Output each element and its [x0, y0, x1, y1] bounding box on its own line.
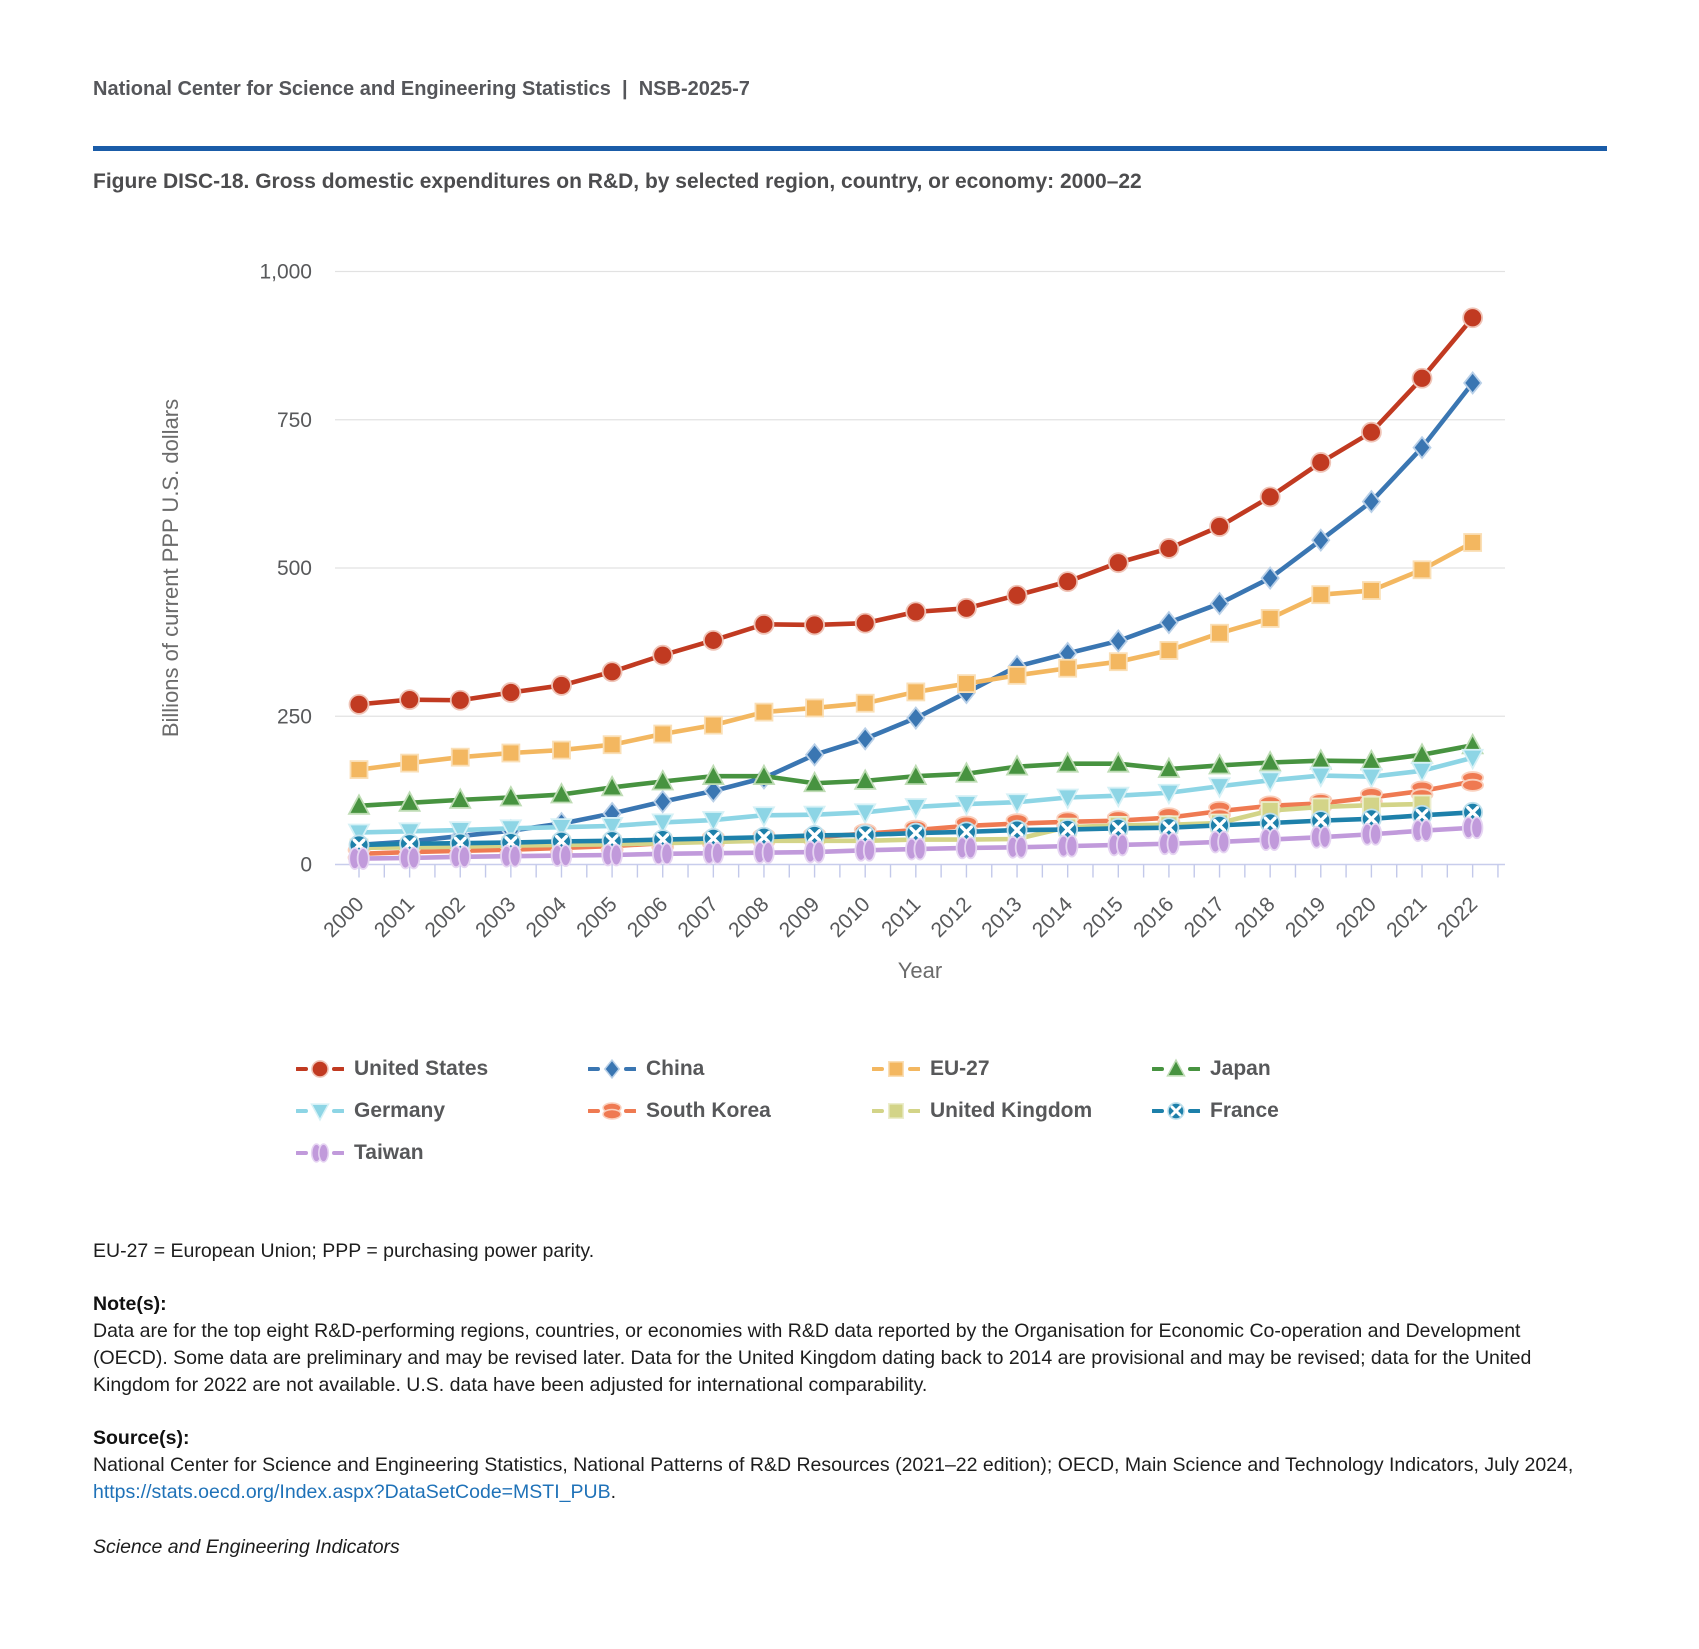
- legend-item-china: [588, 1056, 872, 1082]
- y-tick-label: 1,000: [259, 260, 312, 284]
- x-tick-label: 2012: [926, 892, 976, 943]
- data-point-marker: [451, 691, 470, 710]
- legend-item-eu-27: [872, 1056, 1152, 1082]
- series-eu-27: [351, 534, 1482, 778]
- source-body: [93, 1452, 1589, 1506]
- data-point-marker: [1109, 553, 1128, 572]
- data-point-marker: [603, 662, 622, 681]
- data-point-marker: [1160, 612, 1177, 633]
- data-point-marker: [319, 1144, 329, 1162]
- data-point-marker: [889, 1062, 903, 1076]
- data-point-marker: [611, 845, 622, 866]
- data-point-marker: [1066, 836, 1077, 857]
- data-point-marker: [1462, 780, 1483, 791]
- x-tick-label: 2008: [724, 892, 774, 943]
- data-point-marker: [1058, 572, 1077, 591]
- legend-marker-germany: [296, 1099, 344, 1123]
- x-tick-label: 2016: [1129, 892, 1179, 943]
- x-axis-title: Year: [897, 958, 943, 983]
- data-point-marker: [958, 675, 975, 692]
- line-united-states: [359, 318, 1473, 705]
- line-eu-27: [359, 543, 1473, 770]
- legend-marker-china: [588, 1057, 636, 1081]
- data-point-marker: [914, 839, 925, 860]
- data-point-marker: [1414, 561, 1431, 578]
- data-point-marker: [1413, 369, 1432, 388]
- legend-label: France: [1210, 1099, 1279, 1122]
- data-point-marker: [350, 695, 369, 714]
- legend-label: United States: [354, 1057, 489, 1080]
- data-point-marker: [1312, 586, 1329, 603]
- x-tick-label: 2014: [1027, 892, 1078, 943]
- x-tick-label: 2000: [319, 892, 369, 943]
- data-point-marker: [1218, 831, 1229, 852]
- legend-label: South Korea: [646, 1099, 771, 1122]
- data-point-marker: [1370, 824, 1381, 845]
- legend-label: China: [646, 1057, 705, 1080]
- legend-marker-france: [1152, 1099, 1200, 1123]
- data-point-marker: [358, 848, 369, 869]
- data-point-marker: [1110, 630, 1127, 651]
- data-point-marker: [312, 1104, 329, 1120]
- figure-title: Figure DISC-18. Gross domestic expenditures on R&D, by selected region, country, or economy: 2000–22: [93, 170, 1142, 193]
- data-point-marker: [1311, 453, 1330, 472]
- data-point-marker: [1117, 834, 1128, 855]
- data-point-marker: [754, 615, 773, 634]
- data-point-marker: [1363, 582, 1380, 599]
- data-point-marker: [806, 699, 823, 716]
- data-point-marker: [1269, 829, 1280, 850]
- x-tick-label: 2015: [1078, 892, 1128, 943]
- x-tick-label: 2011: [877, 892, 926, 941]
- x-tick-label: 2003: [471, 892, 521, 943]
- data-point-marker: [1262, 610, 1279, 627]
- data-point-marker: [452, 749, 469, 766]
- legend-item-japan: [1152, 1056, 1699, 1082]
- data-point-marker: [560, 845, 571, 866]
- legend-label: Taiwan: [354, 1141, 424, 1164]
- legend-label: EU-27: [930, 1057, 990, 1080]
- data-point-marker: [501, 683, 520, 702]
- x-tick-label: 2017: [1179, 892, 1230, 943]
- y-tick-label: 0: [300, 853, 312, 877]
- chart-legend: [0, 1056, 1699, 1166]
- x-tick-label: 2005: [572, 892, 622, 943]
- legend-marker-eu-27: [872, 1057, 920, 1081]
- x-tick-label: 2002: [420, 892, 470, 943]
- x-tick-label: 2022: [1432, 892, 1483, 943]
- data-point-marker: [1168, 1060, 1185, 1076]
- data-point-marker: [1261, 487, 1280, 506]
- x-tick-label: 2007: [673, 892, 723, 943]
- data-point-marker: [857, 695, 874, 712]
- data-point-marker: [1464, 534, 1481, 551]
- data-point-marker: [712, 843, 723, 864]
- data-point-marker: [806, 744, 823, 765]
- data-point-marker: [907, 683, 924, 700]
- data-point-marker: [1110, 653, 1127, 670]
- source-period: .: [610, 1481, 616, 1503]
- data-point-marker: [1211, 593, 1228, 614]
- data-point-marker: [755, 704, 772, 721]
- data-point-marker: [1210, 517, 1229, 536]
- data-point-marker: [1016, 837, 1027, 858]
- data-point-marker: [857, 728, 874, 749]
- legend-label: United Kingdom: [930, 1099, 1093, 1122]
- data-point-marker: [312, 1061, 328, 1077]
- x-tick-label: 2021: [1382, 892, 1432, 943]
- data-point-marker: [351, 761, 368, 778]
- data-point-marker: [957, 599, 976, 618]
- x-tick-label: 2009: [774, 892, 825, 943]
- legend-label: Germany: [354, 1099, 446, 1122]
- legend-item-france: [1152, 1098, 1699, 1124]
- data-point-marker: [1059, 660, 1076, 677]
- data-point-marker: [705, 717, 722, 734]
- data-point-marker: [1168, 833, 1179, 854]
- legend-marker-united-states: [296, 1057, 344, 1081]
- source-text: National Center for Science and Engineering Statistics, National Patterns of R&D Resources (2021–22 edition); OECD, Main Science and Technology Indicators, July 2024,: [93, 1454, 1574, 1476]
- data-point-marker: [813, 842, 824, 863]
- data-point-marker: [1160, 642, 1177, 659]
- data-point-marker: [401, 755, 418, 772]
- data-point-marker: [965, 837, 976, 858]
- notes-body: Data are for the top eight R&D-performing regions, countries, or economies with R&D data reported by the Organisation for Economic Co-operation and Development (OECD). Some data are preliminary and may be revised later. Data for the United Kingdom dating back to 2014 are provisional and may be revised; data for the United Kingdom for 2022 are not available. U.S. data have been adjusted for international comparability.: [93, 1320, 1532, 1396]
- x-tick-label: 2001: [369, 892, 420, 943]
- data-point-marker: [400, 690, 419, 709]
- legend-marker-south-korea: [588, 1099, 636, 1123]
- data-point-marker: [509, 846, 520, 867]
- x-tick-label: 2018: [1230, 892, 1280, 943]
- data-point-marker: [856, 614, 875, 633]
- legend-label: Japan: [1210, 1057, 1271, 1080]
- data-point-marker: [906, 602, 925, 621]
- data-point-marker: [605, 1060, 619, 1078]
- x-tick-label: 2010: [825, 892, 875, 943]
- data-point-marker: [704, 631, 723, 650]
- abbreviation-note: EU-27 = European Union; PPP = purchasing power parity.: [93, 1240, 595, 1262]
- x-tick-label: 2019: [1281, 892, 1331, 943]
- notes-label: Note(s):: [93, 1293, 167, 1315]
- data-point-marker: [1362, 423, 1381, 442]
- legend-item-taiwan: [296, 1140, 588, 1166]
- data-point-marker: [408, 847, 419, 868]
- data-point-marker: [907, 708, 924, 729]
- sources-label: Source(s):: [93, 1427, 190, 1449]
- data-point-marker: [1008, 586, 1027, 605]
- legend-marker-taiwan: [296, 1141, 344, 1165]
- data-point-marker: [552, 676, 571, 695]
- data-point-marker: [603, 1109, 621, 1119]
- y-tick-label: 500: [276, 557, 312, 580]
- data-point-marker: [653, 646, 672, 665]
- y-tick-label: 250: [276, 705, 312, 729]
- data-point-marker: [763, 842, 774, 863]
- data-point-marker: [889, 1104, 903, 1118]
- legend-item-south-korea: [588, 1098, 872, 1124]
- data-point-marker: [864, 840, 875, 861]
- series-united-states: [350, 308, 1483, 714]
- legend-item-united-states: [296, 1056, 588, 1082]
- legend-item-united-kingdom: [872, 1098, 1152, 1124]
- x-tick-label: 2004: [521, 892, 572, 943]
- legend-item-germany: [296, 1098, 588, 1124]
- data-point-marker: [1471, 817, 1482, 838]
- data-point-marker: [1009, 667, 1026, 684]
- data-point-marker: [502, 745, 519, 762]
- data-point-marker: [553, 742, 570, 759]
- data-point-marker: [1211, 625, 1228, 642]
- data-point-marker: [1463, 308, 1482, 327]
- data-point-marker: [1421, 820, 1432, 841]
- x-tick-label: 2020: [1331, 892, 1381, 943]
- y-axis-title: Billions of current PPP U.S. dollars: [158, 398, 183, 738]
- data-point-marker: [1319, 827, 1330, 848]
- source-link[interactable]: https://stats.oecd.org/Index.aspx?DataSetCode=MSTI_PUB: [93, 1481, 611, 1503]
- data-point-marker: [459, 846, 470, 867]
- legend-marker-united-kingdom: [872, 1099, 920, 1123]
- data-point-marker: [654, 726, 671, 743]
- legend-marker-japan: [1152, 1057, 1200, 1081]
- data-point-marker: [661, 843, 672, 864]
- attribution: Science and Engineering Indicators: [93, 1536, 400, 1558]
- data-point-marker: [805, 615, 824, 634]
- footnotes: [93, 1238, 1589, 1561]
- data-point-marker: [1159, 539, 1178, 558]
- x-tick-label: 2006: [622, 892, 673, 943]
- data-point-marker: [1262, 568, 1279, 589]
- x-tick-label: 2013: [977, 892, 1027, 943]
- data-point-marker: [654, 791, 671, 812]
- data-point-marker: [604, 736, 621, 753]
- report-header: National Center for Science and Engineering Statistics | NSB-2025-7: [93, 78, 750, 100]
- y-tick-label: 750: [276, 408, 312, 432]
